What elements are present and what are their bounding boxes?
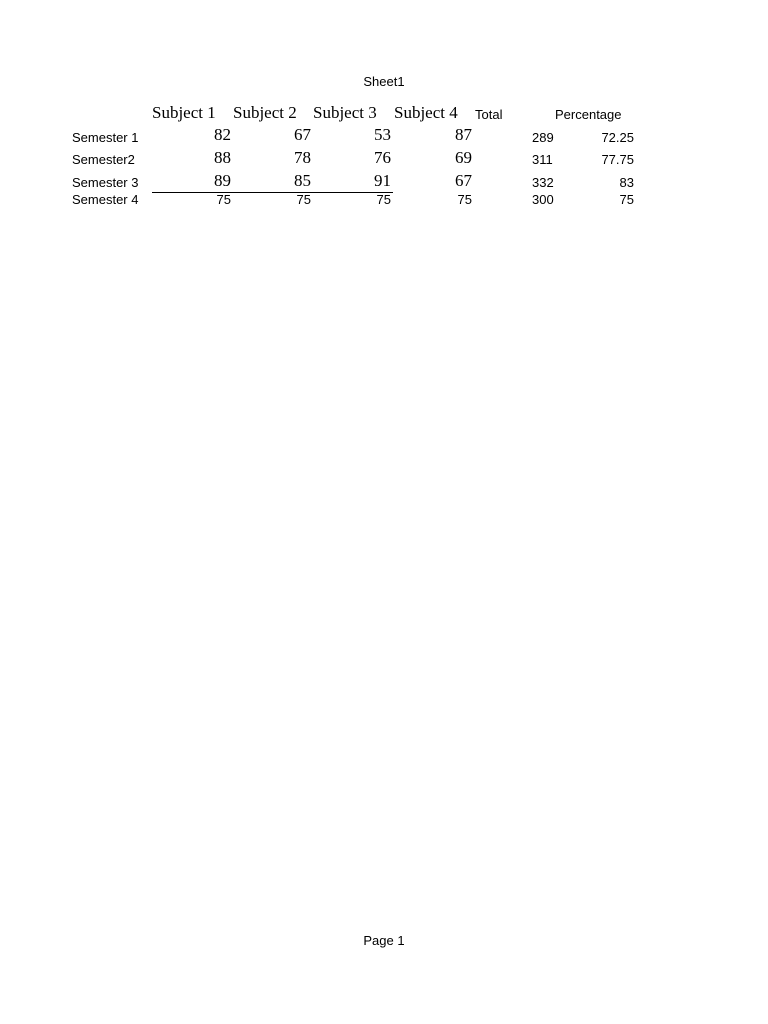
table-cell-percentage: 77.75: [601, 152, 634, 167]
row-label: Semester 4: [72, 192, 139, 207]
table-cell: 88: [214, 148, 231, 167]
table-cell-total: 289: [532, 130, 554, 145]
table-cell-total: 332: [532, 175, 554, 190]
header-total: Total: [475, 107, 503, 122]
table-cell: 53: [374, 125, 391, 144]
header-subject-3: Subject 3: [313, 103, 377, 122]
table-cell: 87: [455, 125, 472, 144]
header-subject-2: Subject 2: [233, 103, 297, 122]
header-subject-1: Subject 1: [152, 103, 216, 122]
header-subject-4: Subject 4: [394, 103, 458, 122]
table-cell: 89: [214, 171, 231, 190]
table-cell-percentage: 75: [619, 192, 634, 207]
table-cell: 75: [216, 192, 231, 207]
table-cell: 91: [374, 171, 391, 190]
table-cell: 75: [296, 192, 311, 207]
row-label: Semester 3: [72, 175, 139, 190]
table-cell: 78: [294, 148, 311, 167]
table-cell: 82: [214, 125, 231, 144]
row-label: Semester 1: [72, 130, 139, 145]
table-cell: 85: [294, 171, 311, 190]
table-cell-percentage: 83: [619, 175, 634, 190]
table-cell: 76: [374, 148, 391, 167]
page-footer: Page 1: [363, 933, 405, 948]
sheet-title: Sheet1: [363, 74, 405, 89]
table-cell: 75: [376, 192, 391, 207]
table-cell: 75: [457, 192, 472, 207]
row-label: Semester2: [72, 152, 135, 167]
table-cell: 67: [294, 125, 311, 144]
header-percentage: Percentage: [555, 107, 622, 122]
table-cell-percentage: 72.25: [601, 130, 634, 145]
table-cell-total: 300: [532, 192, 554, 207]
table-cell-total: 311: [532, 152, 553, 167]
table-cell: 67: [455, 171, 472, 190]
table-cell: 69: [455, 148, 472, 167]
